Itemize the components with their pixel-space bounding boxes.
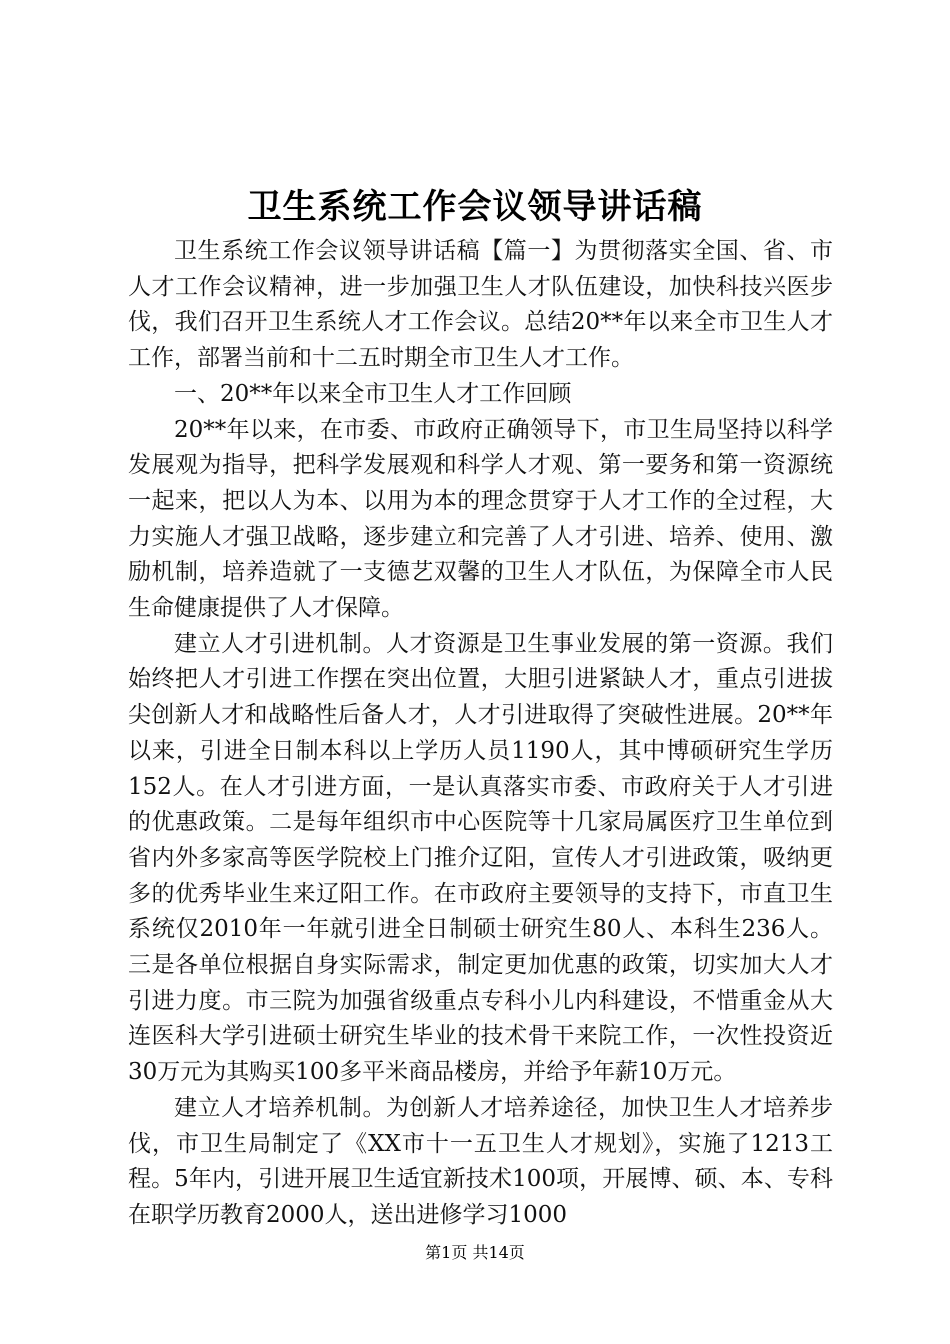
document-body: [128, 234, 833, 1234]
page-number: 第1页 共14页: [425, 1243, 525, 1262]
document-title: 卫生系统工作会议领导讲话稿: [247, 187, 703, 227]
paragraph-talent-training: 建立人才培养机制。为创新人才培养途径，加快卫生人才培养步伐，市卫生局制定了《XX市十一五卫生人才规划》，实施了1213工程。5年内，引进开展卫生适宜新技术100项，开展博、硕、本、专科在职学历教育2000人，送出进修学习1000: [128, 1094, 833, 1228]
section-heading: 一、20**年以来全市卫生人才工作回顾: [174, 380, 572, 407]
paragraph-talent-introduction: 建立人才引进机制。人才资源是卫生事业发展的第一资源。我们始终把人才引进工作摆在突出位置，大胆引进紧缺人才，重点引进拔尖创新人才和战略性后备人才，人才引进取得了突破性进展。20**年以来，引进全日制本科以上学历人员1190人，其中博硕研究生学历152人。在人才引进方面，一是认真落实市委、市政府关于人才引进的优惠政策。二是每年组织市中心医院等十几家局属医疗卫生单位到省内外多家高等医学院校上门推介辽阳，宣传人才引进政策，吸纳更多的优秀毕业生来辽阳工作。在市政府主要领导的支持下，市直卫生系统仅2010年一年就引进全日制硕士研究生80人、本科生236人。三是各单位根据自身实际需求，制定更加优惠的政策，切实加大人才引进力度。市三院为加强省级重点专科小儿内科建设，不惜重金从大连医科大学引进硕士研究生毕业的技术骨干来院工作，一次性投资近30万元为其购买100多平米商品楼房，并给予年薪10万元。: [128, 630, 833, 1086]
paragraph-intro: 卫生系统工作会议领导讲话稿【篇一】为贯彻落实全国、省、市人才工作会议精神，进一步加强卫生人才队伍建设，加快科技兴医步伐，我们召开卫生系统人才工作会议。总结20**年以来全市卫生人才工作，部署当前和十二五时期全市卫生人才工作。: [128, 238, 833, 372]
paragraph-review: 20**年以来，在市委、市政府正确领导下，市卫生局坚持以科学发展观为指导，把科学发展观和科学人才观、第一要务和第一资源统一起来，把以人为本、以用为本的理念贯穿于人才工作的全过程，大力实施人才强卫战略，逐步建立和完善了人才引进、培养、使用、激励机制，培养造就了一支德艺双馨的卫生人才队伍，为保障全市人民生命健康提供了人才保障。: [128, 416, 833, 622]
